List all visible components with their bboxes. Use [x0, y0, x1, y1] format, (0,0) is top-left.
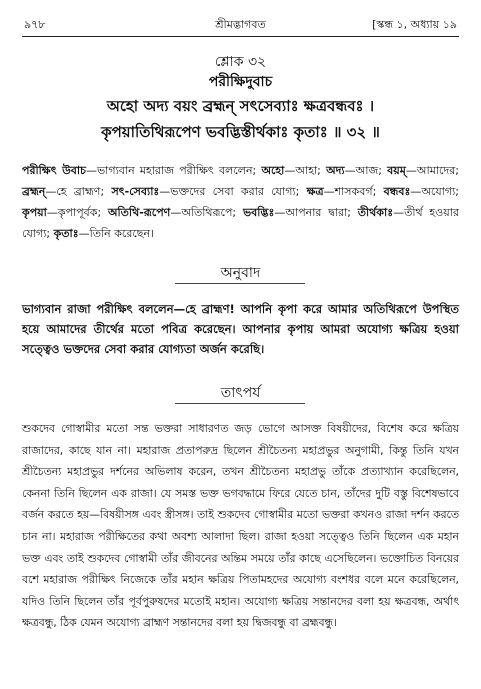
verse-line-1: অহো অদ্য বয়ং ব্রহ্মন্ সৎসেব্যাঃ ক্ষত্রবন্ধবঃ । — [106, 97, 375, 115]
synonym-meaning: —অতিথিরূপে; — [170, 206, 243, 219]
synonym-meaning: —ভক্তদের সেবা করার যোগ্য; — [159, 185, 307, 198]
translation-text: ভাগ্যবান রাজা পরীক্ষিৎ বললেন—হে ব্রাহ্মণ! আপনি কৃপা করে আমার অতিথিরূপে উপস্থিত হয়ে আমাদের তীর্থের মতো পবিত্র করেছেন। আপনার কৃপায় আমরা অযোগ্য ক্ষত্রিয় হওয়া সত্ত্বেও ভক্তদের সেবা করার যোগ্যতা অর্জন করেছি। — [22, 302, 459, 356]
chapter-reference: [স্কন্ধ ১, অধ্যায় ১৯ — [372, 18, 457, 31]
synonym-term: অহো — [261, 164, 285, 177]
synonym-meaning: —আজ; — [344, 164, 388, 177]
book-title: শ্রীমদ্ভাগবত — [215, 18, 266, 31]
synonym-term: বন্ধবঃ — [383, 185, 411, 198]
purport-text: শুকদেব গোস্বামীর মতো সন্ত ভক্তরা সাধারণত জড় ভোগে আসক্ত বিষয়ীদের, বিশেষ করে ক্ষত্রিয় রাজাদের, কাছে যান না। মহারাজ প্রতাপরুদ্র ছিলেন শ্রীচৈতন্য মহাপ্রভুর অনুগামী, কিন্তু তিনি যখন শ্রীচৈতন্য মহাপ্রভুর দর্শনের অভিলাষ করেন, তখন শ্রীচৈতন্য মহাপ্রভু তাঁকে প্রত্যাখ্যান করেছিলেন, কেননা তিনি ছিলেন এক রাজা। যে সমস্ত ভক্ত ভগবদ্ধামে ফিরে যেতে চান, তাঁদের দুটি বস্তু বিশেষভাবে বর্জন করতে হয়—বিষয়ীসঙ্গ এবং স্ত্রীসঙ্গ। তাই শুকদেব গোস্বামীর মতো ভক্তরা কখনও রাজা দর্শন করতে চান না। মহারাজ পরীক্ষিতের কথা অবশ্য আলাদা ছিল। রাজা হওয়া সত্ত্বেও তিনি ছিলেন এক মহান ভক্ত এবং তাই শুকদেব গোস্বামী তাঁর জীবনের অন্তিম সময়ে তাঁর কাছে এসেছিলেন। ভক্তোচিত বিনয়ের বশে মহারাজ পরীক্ষিৎ নিজেকে তাঁর মহান ক্ষত্রিয় পিতামহদের অযোগ্য বংশধর বলে মনে করেছিলেন, যদিও তিনি ছিলেন তাঁর পূর্বপুরুষদের মতোই মহান। অযোগ্য ক্ষত্রিয় সন্তানদের বলা হয় ক্ষত্রবন্ধ, অর্থাৎ ক্ষত্রবন্ধু, ঠিক যেমন অযোগ্য ব্রাহ্মণ সন্তানদের বলা হয় দ্বিজবন্ধু বা ব্রহ্মবন্ধু। — [22, 422, 459, 630]
synonym-meaning: —শাসকবর্গ; — [323, 185, 384, 198]
synonym-meaning: —অযোগ্য; — [410, 185, 459, 198]
synonym-term: সৎ-সেব্যাঃ — [111, 185, 160, 198]
synonym-meaning: —আহা; — [284, 164, 327, 177]
purport-title: তাৎপর্য — [220, 385, 261, 401]
synonyms-block — [22, 160, 459, 244]
synonym-term: ব্রহ্মন্ — [22, 185, 46, 198]
synonym-term: বয়ম্ — [387, 164, 406, 177]
translation-title: অনুবাদ — [220, 265, 261, 281]
synonym-term: অদ্য — [326, 164, 345, 177]
synonym-term: কৃতাঃ — [53, 227, 79, 240]
synonym-term: ভবদ্ভিঃ — [242, 206, 275, 219]
synonym-meaning: —আপনার দ্বারা; — [274, 206, 358, 219]
header-rule — [22, 36, 459, 37]
synonym-meaning: —হে ব্রাহ্মণ; — [45, 185, 112, 198]
synonym-term: অতিথি-রূপেণ — [108, 206, 171, 219]
verse-number: শ্লোক ৩২ — [214, 54, 267, 70]
translation-title-rule — [175, 283, 305, 284]
synonym-meaning: —তীর্থ হওয়ার যোগ্য; — [22, 206, 459, 240]
page-header — [24, 16, 457, 36]
verse-line-2: কৃপয়াতিথিরূপেণ ভবদ্ভিস্তীর্থকাঃ কৃতাঃ ॥ ৩২ ॥ — [101, 123, 380, 141]
synonym-meaning: —তিনি করেছেন। — [78, 227, 154, 240]
synonym-term: তীর্থকাঃ — [357, 206, 394, 219]
synonym-term: ক্ষত্র — [306, 185, 324, 198]
verse-speaker: পরীক্ষিদুবাচ — [208, 74, 273, 90]
synonym-meaning: —ভাগ্যবান মহারাজ পরীক্ষিৎ বললেন; — [85, 164, 262, 177]
synonym-meaning: —আমাদের; — [405, 164, 459, 177]
page-number: ৯৭৮ — [24, 18, 46, 31]
synonym-meaning: —কৃপাপূর্বক; — [46, 206, 108, 219]
synonym-term: পরীক্ষিৎ উবাচ — [22, 164, 86, 177]
synonym-term: কৃপয়া — [22, 206, 47, 219]
purport-title-rule — [175, 403, 305, 404]
